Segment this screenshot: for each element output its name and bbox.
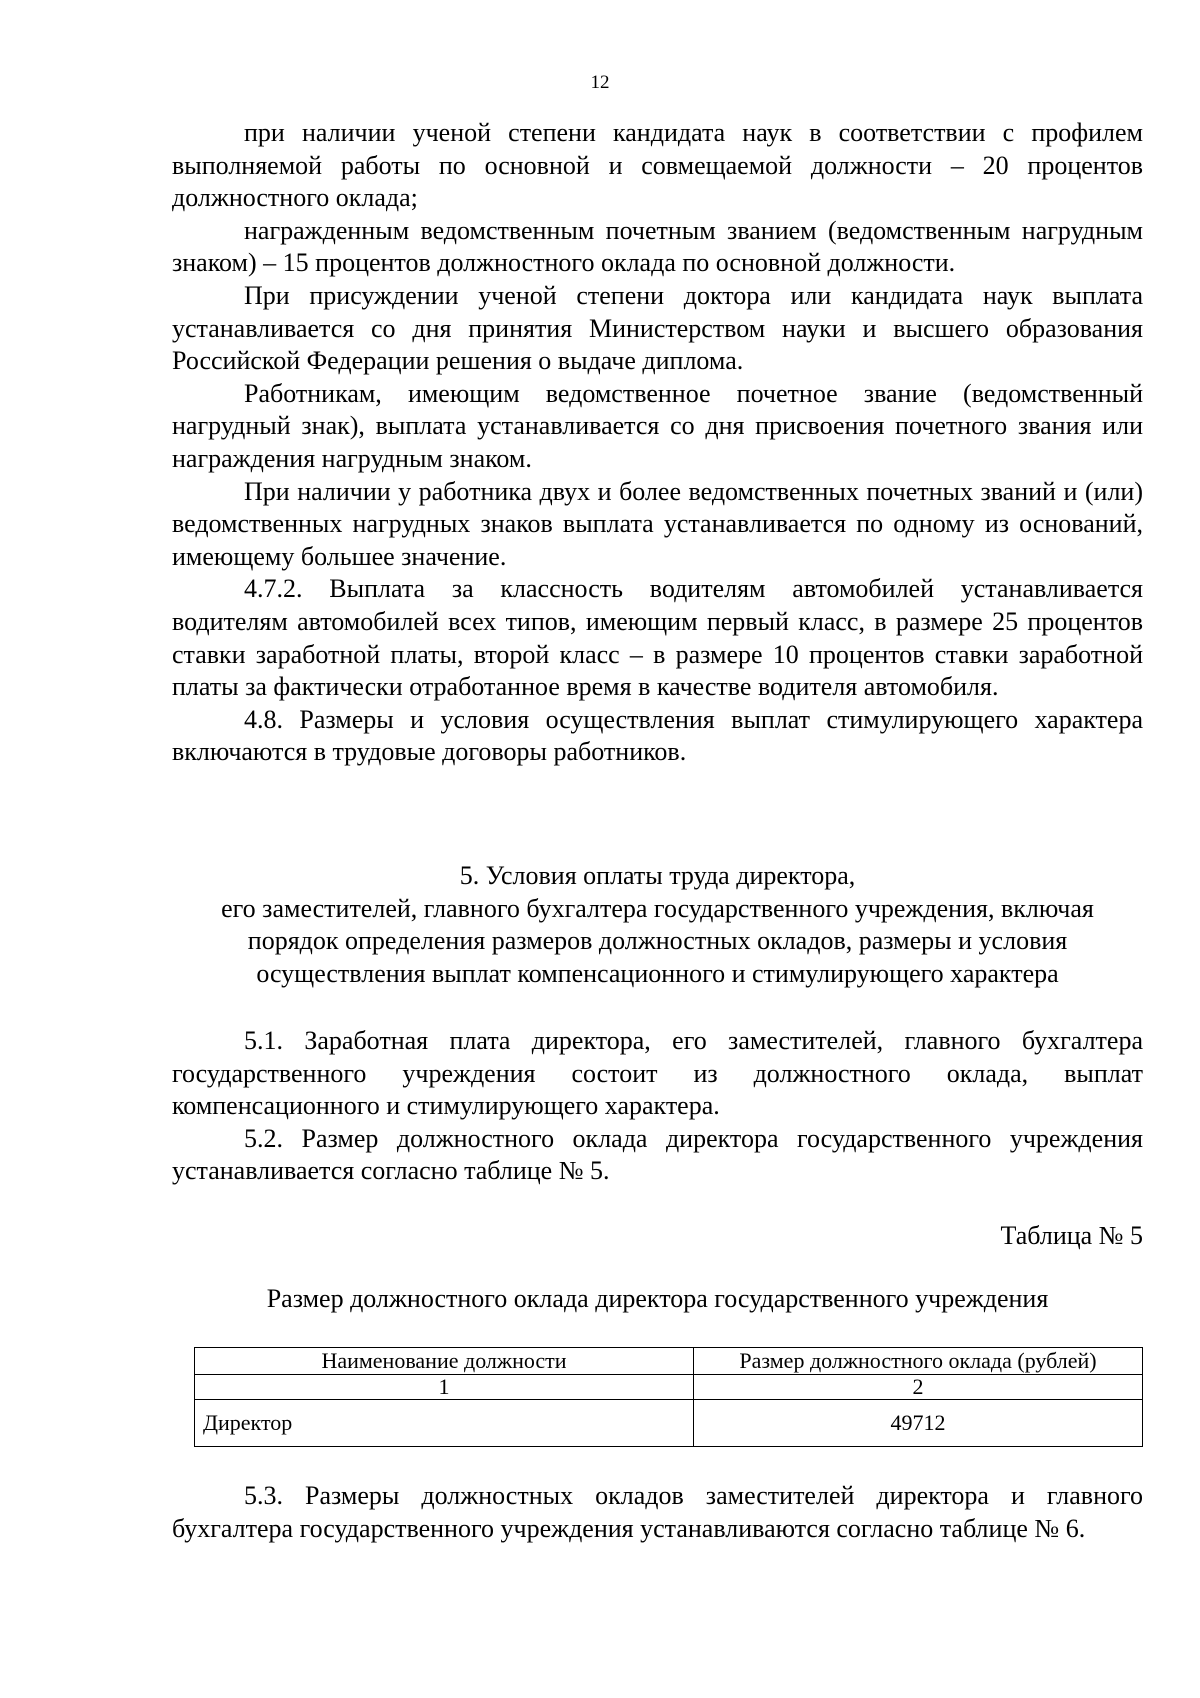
paragraph: 5.3. Размеры должностных окладов заместителей директора и главного бухгалтера государственного учреждения устанавливаются согласно таблице № 6. bbox=[172, 1481, 1143, 1543]
section-heading-line: его заместителей, главного бухгалтера государственного учреждения, включая bbox=[221, 893, 1094, 923]
table-cell-salary: 49712 bbox=[694, 1400, 1143, 1447]
paragraph: 4.7.2. Выплата за классность водителям автомобилей устанавливается водителям автомобилей всех типов, имеющим первый класс, в размере 25 процентов ставки заработной платы, второй класс – в размере 10 процентов ставки заработной платы за фактически отработанное время в качестве водителя автомобиля. bbox=[172, 574, 1143, 702]
body-text-top bbox=[172, 117, 1143, 769]
table-column-number: 2 bbox=[694, 1375, 1143, 1400]
table-column-number: 1 bbox=[195, 1375, 694, 1400]
table-cell-position: Директор bbox=[195, 1400, 694, 1447]
body-text-middle bbox=[172, 1025, 1143, 1188]
table-header-row bbox=[195, 1348, 1143, 1375]
section-heading bbox=[172, 860, 1143, 990]
paragraph: При наличии у работника двух и более ведомственных почетных званий и (или) ведомственных нагрудных знаков выплата устанавливается по одному из оснований, имеющему большее значение. bbox=[172, 476, 1143, 571]
paragraph: При присуждении ученой степени доктора или кандидата наук выплата устанавливается со дня принятия Министерством науки и высшего образования Российской Федерации решения о выдаче диплома. bbox=[172, 280, 1143, 376]
paragraph: награжденным ведомственным почетным званием (ведомственным нагрудным знаком) – 15 процентов должностного оклада по основной должности. bbox=[172, 215, 1143, 278]
section-heading-line: порядок определения размеров должностных окладов, размеры и условия bbox=[247, 926, 1068, 956]
body-text-bottom bbox=[172, 1480, 1143, 1545]
table-row bbox=[195, 1400, 1143, 1447]
salary-table bbox=[194, 1347, 1143, 1447]
section-heading-line: 5. Условия оплаты труда директора, bbox=[459, 861, 856, 890]
paragraph: 5.2. Размер должностного оклада директора государственного учреждения устанавливается согласно таблице № 5. bbox=[172, 1123, 1143, 1186]
table-header-cell: Размер должностного оклада (рублей) bbox=[694, 1348, 1143, 1375]
paragraph: 5.1. Заработная плата директора, его заместителей, главного бухгалтера государственного учреждения состоит из должностного оклада, выплат компенсационного и стимулирующего характера. bbox=[172, 1026, 1143, 1121]
paragraph: Работникам, имеющим ведомственное почетное звание (ведомственный нагрудный знак), выплата устанавливается со дня присвоения почетного звания или награждения нагрудным знаком. bbox=[172, 378, 1143, 473]
paragraph: при наличии ученой степени кандидата наук в соответствии с профилем выполняемой работы по основной и совмещаемой должности – 20 процентов должностного оклада; bbox=[172, 118, 1143, 213]
table-column-numbers-row bbox=[195, 1375, 1143, 1400]
table-number-label: Таблица № 5 bbox=[1000, 1221, 1143, 1250]
section-heading-line: осуществления выплат компенсационного и стимулирующего характера bbox=[256, 958, 1059, 988]
page-number: 12 bbox=[590, 72, 610, 93]
table-header-cell: Наименование должности bbox=[195, 1348, 694, 1375]
table-title: Размер должностного оклада директора государственного учреждения bbox=[266, 1284, 1049, 1313]
paragraph: 4.8. Размеры и условия осуществления выплат стимулирующего характера включаются в трудовые договоры работников. bbox=[172, 704, 1143, 767]
